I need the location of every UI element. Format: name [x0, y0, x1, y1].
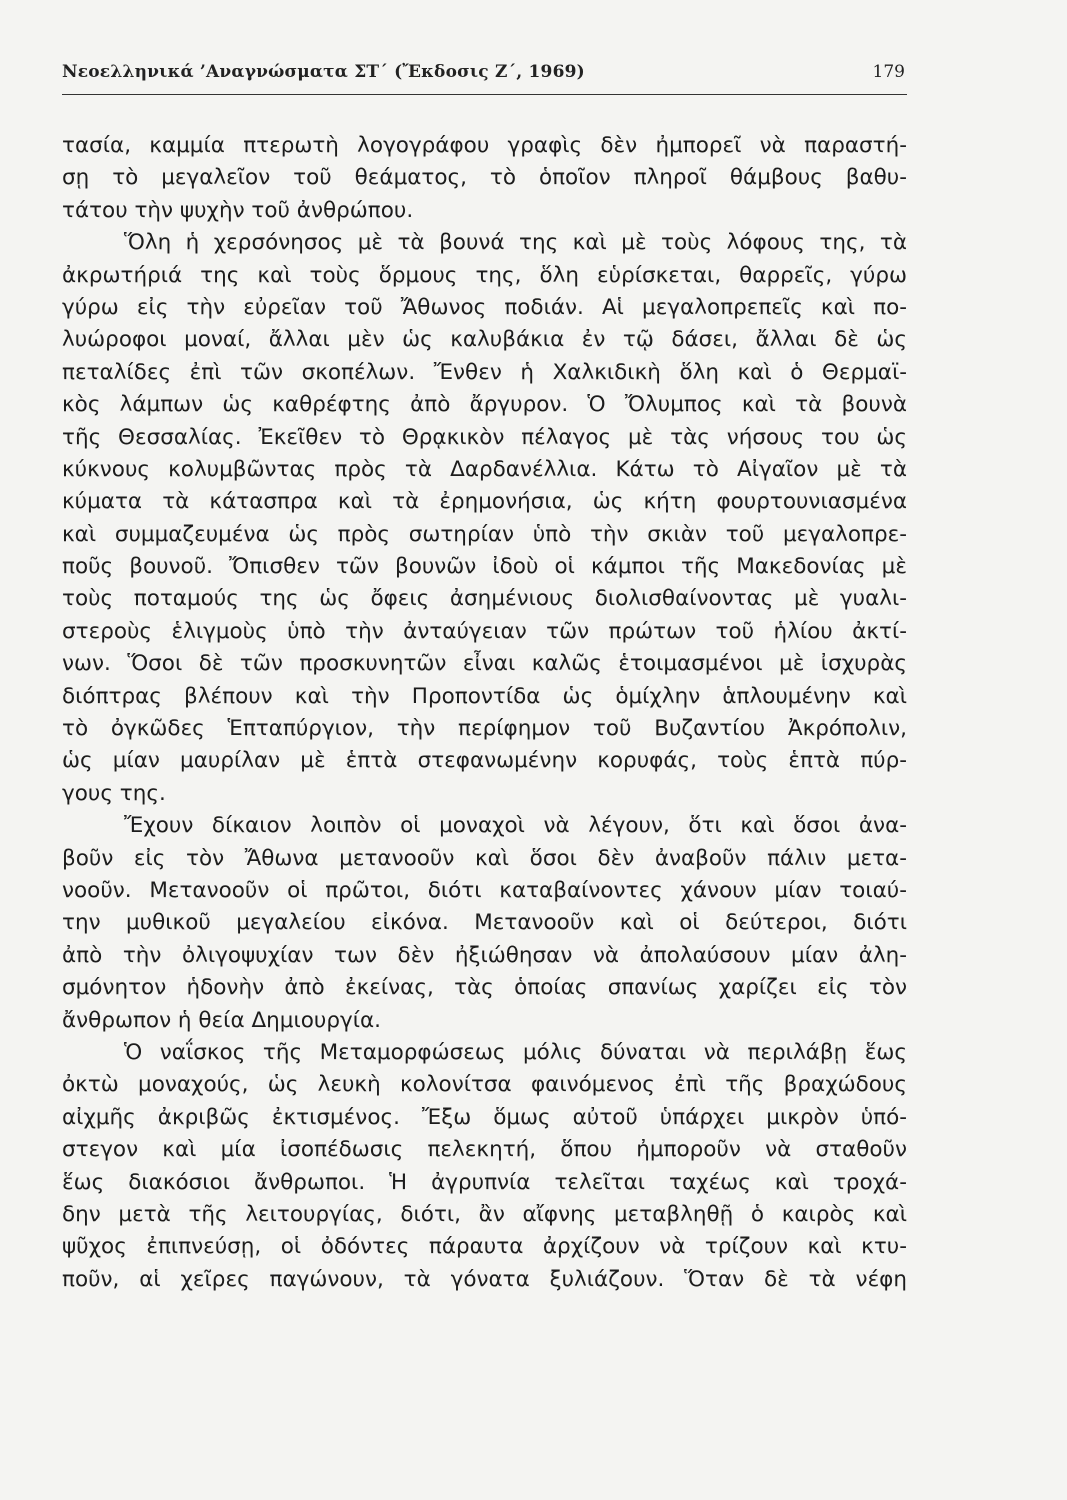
- text-line: πεταλίδες ἐπὶ τῶν σκοπέλων. Ἔνθεν ἡ Χαλκιδικὴ ὅλη καὶ ὁ Θερμαϊ-: [62, 359, 907, 385]
- text-line: αἰχμῆς ἀκριβῶς ἐκτισμένος. Ἔξω ὅμως αὐτοῦ ὑπάρχει μικρὸν ὑπό-: [62, 1104, 907, 1130]
- text-line: Ὅλη ἡ χερσόνησος μὲ τὰ βουνά της καὶ μὲ τοὺς λόφους της, τὰ: [124, 230, 907, 256]
- text-line: ἕως διακόσιοι ἄνθρωποι. Ἡ ἀγρυπνία τελεῖται ταχέως καὶ τροχά-: [62, 1169, 907, 1195]
- body-text: [62, 130, 907, 1296]
- text-line: ἀκρωτήριά της καὶ τοὺς ὅρμους της, ὅλη εὑρίσκεται, θαρρεῖς, γύρω: [62, 262, 907, 288]
- text-line: την μυθικοῦ μεγαλείου εἰκόνα. Μετανοοῦν καὶ οἱ δεύτεροι, διότι: [62, 910, 907, 936]
- text-line: σῃ τὸ μεγαλεῖον τοῦ θεάματος, τὸ ὁποῖον πληροῖ θάμβους βαθυ-: [62, 165, 907, 191]
- text-line: λυώροφοι μοναί, ἄλλαι μὲν ὡς καλυβάκια ἐν τῷ δάσει, ἄλλαι δὲ ὡς: [62, 327, 907, 353]
- text-line: βοῦν εἰς τὸν Ἄθωνα μετανοοῦν καὶ ὅσοι δὲν ἀναβοῦν πάλιν μετα-: [62, 845, 907, 871]
- text-line: δην μετὰ τῆς λειτουργίας, διότι, ἂν αἴφνης μεταβληθῇ ὁ καιρὸς καὶ: [62, 1201, 907, 1227]
- text-line: τῆς Θεσσαλίας. Ἐκεῖθεν τὸ Θρᾳκικὸν πέλαγος μὲ τὰς νήσους του ὡς: [62, 424, 907, 450]
- text-line: στεροὺς ἑλιγμοὺς ὑπὸ τὴν ἀνταύγειαν τῶν πρώτων τοῦ ἡλίου ἀκτί-: [62, 618, 907, 644]
- text-line: σμόνητον ἡδονὴν ἀπὸ ἐκείνας, τὰς ὁποίας σπανίως χαρίζει εἰς τὸν: [62, 975, 907, 1001]
- text-line: τὸ ὀγκῶδες Ἑπταπύργιον, τὴν περίφημον τοῦ Βυζαντίου Ἀκρόπολιν,: [62, 716, 907, 742]
- text-line: κύκνους κολυμβῶντας πρὸς τὰ Δαρδανέλλια. Κάτω τὸ Αἰγαῖον μὲ τὰ: [62, 456, 907, 482]
- text-line: στεγον καὶ μία ἰσοπέδωσις πελεκητή, ὅπου ἠμποροῦν νὰ σταθοῦν: [62, 1137, 907, 1163]
- text-line: Ἔχουν δίκαιον λοιπὸν οἱ μοναχοὶ νὰ λέγουν, ὅτι καὶ ὅσοι ἀνα-: [124, 813, 907, 839]
- text-line: γύρω εἰς τὴν εὐρεῖαν τοῦ Ἄθωνος ποδιάν. Αἱ μεγαλοπρεπεῖς καὶ πο-: [62, 294, 907, 320]
- text-line: Ὁ ναΐσκος τῆς Μεταμορφώσεως μόλις δύναται νὰ περιλάβῃ ἕως: [124, 1039, 907, 1065]
- text-line: ποῦς βουνοῦ. Ὄπισθεν τῶν βουνῶν ἰδοὺ οἱ κάμποι τῆς Μακεδονίας μὲ: [62, 554, 907, 580]
- text-line: διόπτρας βλέπουν καὶ τὴν Προποντίδα ὡς ὁμίχλην ἁπλουμένην καὶ: [62, 683, 907, 709]
- text-line: γους της.: [62, 780, 166, 806]
- text-line: κὸς λάμπων ὡς καθρέφτης ἀπὸ ἄργυρον. Ὁ Ὄλυμπος καὶ τὰ βουνὰ: [62, 392, 907, 418]
- text-line: καὶ συμμαζευμένα ὡς πρὸς σωτηρίαν ὑπὸ τὴν σκιὰν τοῦ μεγαλοπρε-: [62, 521, 907, 547]
- running-header: [62, 62, 907, 92]
- text-line: τοὺς ποταμούς της ὡς ὄφεις ἀσημένιους διολισθαίνοντας μὲ γυαλι-: [62, 586, 907, 612]
- text-line: ἄνθρωπον ἡ θεία Δημιουργία.: [62, 1007, 381, 1033]
- text-line: ψῦχος ἐπιπνεύσῃ, οἱ ὀδόντες πάραυτα ἀρχίζουν νὰ τρίζουν καὶ κτυ-: [62, 1234, 907, 1260]
- text-line: τασία, καμμία πτερωτὴ λογογράφου γραφὶς δὲν ἠμπορεῖ νὰ παραστή-: [62, 133, 907, 158]
- header-rule: [62, 94, 907, 95]
- header-title: Νεοελληνικά ’Αναγνώσματα ΣΤ΄ (Ἔκδοσις Ζ΄, 1969): [62, 62, 585, 82]
- page-number: 179: [872, 62, 905, 82]
- text-line: τάτου τὴν ψυχὴν τοῦ ἀνθρώπου.: [62, 197, 414, 223]
- text-line: ὀκτὼ μοναχούς, ὡς λευκὴ κολονίτσα φαινόμενος ἐπὶ τῆς βραχώδους: [62, 1072, 907, 1098]
- text-line: ποῦν, αἱ χεῖρες παγώνουν, τὰ γόνατα ξυλιάζουν. Ὅταν δὲ τὰ νέφη: [62, 1266, 907, 1292]
- text-line: ὡς μίαν μαυρίλαν μὲ ἑπτὰ στεφανωμένην κορυφάς, τοὺς ἑπτὰ πύρ-: [62, 748, 907, 774]
- text-line: ἀπὸ τὴν ὀλιγοψυχίαν των δὲν ἠξιώθησαν νὰ ἀπολαύσουν μίαν ἀλη-: [62, 942, 907, 968]
- text-line: νων. Ὅσοι δὲ τῶν προσκυνητῶν εἶναι καλῶς ἑτοιμασμένοι μὲ ἰσχυρὰς: [62, 651, 907, 677]
- text-line: νοοῦν. Μετανοοῦν οἱ πρῶτοι, διότι καταβαίνοντες χάνουν μίαν τοιαύ-: [62, 877, 907, 903]
- text-line: κύματα τὰ κάτασπρα καὶ τὰ ἐρημονήσια, ὡς κήτη φουρτουνιασμένα: [62, 489, 907, 515]
